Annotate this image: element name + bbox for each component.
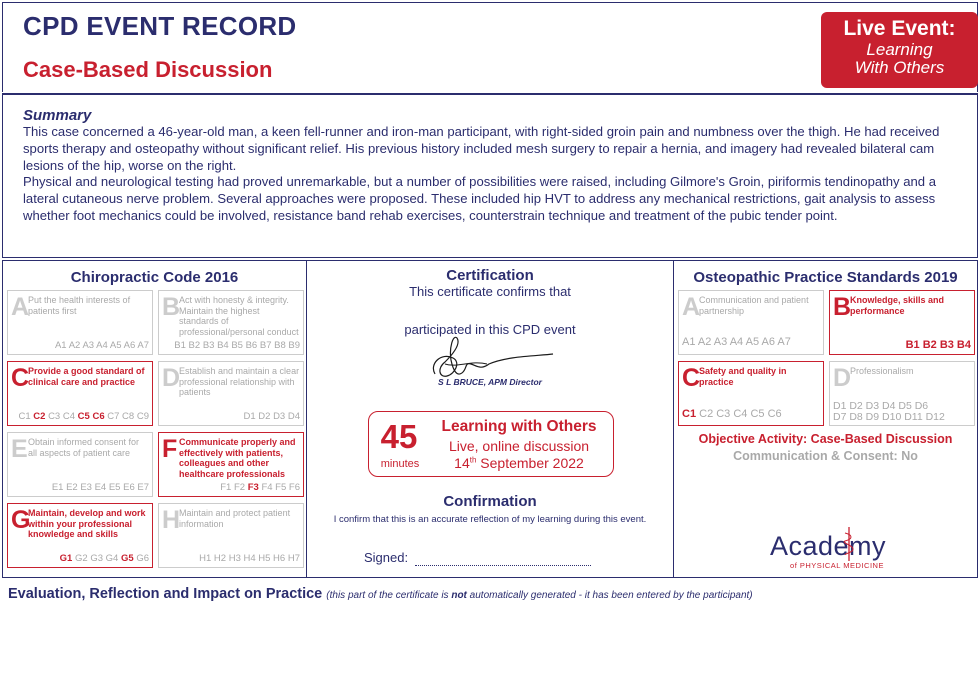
communication-consent: Communication & Consent: No <box>733 449 918 463</box>
standard-description: Establish and maintain a clear professional relationship with patients <box>179 366 300 397</box>
director-name: S L BRUCE, APM Director <box>438 377 542 387</box>
standard-letter: H <box>162 506 181 534</box>
standard-letter: C <box>682 364 701 392</box>
standard-description: Maintain and protect patient information <box>179 508 291 529</box>
standard-description: Put the health interests of patients first <box>28 295 131 316</box>
live-event-badge <box>821 12 978 88</box>
chiro-standard-f <box>158 432 304 497</box>
standard-codes: A1 A2 A3 A4 A5 A6 A7 <box>54 340 149 351</box>
standard-description: Safety and quality in practice <box>699 366 787 387</box>
standard-letter: A <box>11 293 30 321</box>
standard-letter: D <box>833 364 852 392</box>
director-signature <box>427 334 557 382</box>
standard-codes: E1 E2 E3 E4 E5 E6 E7 <box>51 482 149 493</box>
evaluation-section <box>8 586 753 602</box>
chiro-standard-e <box>7 432 153 497</box>
standards-section <box>2 260 978 578</box>
standard-description: Provide a good standard of clinical care and practice <box>28 366 145 387</box>
minutes-label: minutes <box>380 458 420 470</box>
objective-activity: Objective Activity: Case-Based Discussion <box>698 432 953 446</box>
standard-codes: D1 D2 D3 D4 <box>243 411 300 422</box>
signed-label: Signed: <box>364 550 409 565</box>
standard-description: Maintain, develop and work within your professional knowledge and skills <box>28 508 146 539</box>
live-event-line2: Learning <box>866 40 933 59</box>
confirmation-text: I confirm that this is an accurate reflection of my learning during this event. <box>333 514 647 525</box>
live-event-label: Live Event: <box>843 17 956 40</box>
summary-section <box>2 93 978 258</box>
summary-paragraph-1: This case concerned a 46-year-old man, a keen fell-runner and iron-man participant, with right-sided groin pain and numbness over the thigh. He had received sports therapy and osteopathy without significant relief. His previous history included mesh surgery to repair a hernia, and imagery had revealed bilateral cam lesions of the hip, worse on the right. <box>23 124 940 173</box>
standard-codes: C1 C2 C3 C4 C5 C6 <box>682 408 782 420</box>
standard-description: Communication and patient partnership <box>699 295 809 316</box>
standard-letter: B <box>833 293 852 321</box>
header <box>2 2 978 92</box>
chiropractic-code-panel <box>3 261 307 577</box>
standard-codes: H1 H2 H3 H4 H5 H6 H7 <box>199 553 300 564</box>
page-subtitle: Case-Based Discussion <box>23 57 273 82</box>
standard-codes: F1 F2 F3 F4 F5 F6 <box>220 482 300 493</box>
standard-description: Knowledge, skills and performance <box>850 295 945 316</box>
certification-heading: Certification <box>446 267 534 284</box>
chiro-standard-d <box>158 361 304 426</box>
standard-description: Communicate properly and effectively with patients, colleagues and other healthcare professionals <box>179 437 296 479</box>
academy-logo <box>770 531 910 575</box>
standard-letter: C <box>11 364 30 392</box>
standard-codes: D1 D2 D3 D4 D5 D6 D7 D8 D9 D10 D11 D12 <box>833 400 945 423</box>
page-title: CPD EVENT RECORD <box>23 11 297 41</box>
standard-codes: B1 B2 B3 B4 B5 B6 B7 B8 B9 <box>174 340 300 351</box>
summary-heading: Summary <box>23 107 92 124</box>
confirmation-heading: Confirmation <box>443 493 537 510</box>
participated-text: participated in this CPD event <box>404 322 576 337</box>
standard-letter: F <box>162 435 178 463</box>
chiro-standard-a <box>7 290 153 355</box>
learning-format: Live, online discussion <box>448 438 590 454</box>
standard-letter: A <box>682 293 701 321</box>
standard-letter: G <box>11 506 31 534</box>
standard-codes: A1 A2 A3 A4 A5 A6 A7 <box>682 336 791 348</box>
chiro-standard-c <box>7 361 153 426</box>
osteo-standard-c <box>678 361 824 426</box>
caduceus-icon <box>843 525 855 563</box>
osteo-standard-b <box>829 290 975 355</box>
chiropractic-heading: Chiropractic Code 2016 <box>70 269 239 286</box>
event-date: 14th September 2022 <box>454 455 584 471</box>
chiro-standard-b <box>158 290 304 355</box>
live-event-line3: With Others <box>854 58 945 77</box>
standard-codes: G1 G2 G3 G4 G5 G6 <box>59 553 149 564</box>
chiro-standard-h <box>158 503 304 568</box>
learning-type: Learning with Others <box>441 418 597 435</box>
standard-description: Obtain informed consent for all aspects of patient care <box>28 437 140 458</box>
standard-codes: B1 B2 B3 B4 <box>905 339 971 351</box>
standard-description: Professionalism <box>850 366 914 376</box>
evaluation-note: (this part of the certificate is not automatically generated - it has been entered by the participant) <box>326 590 753 601</box>
standard-letter: D <box>162 364 181 392</box>
standard-letter: B <box>162 293 181 321</box>
logo-subtitle: of PHYSICAL MEDICINE <box>790 561 884 570</box>
osteo-standard-a <box>678 290 824 355</box>
osteopathic-heading: Osteopathic Practice Standards 2019 <box>693 269 958 286</box>
certification-panel <box>307 261 673 577</box>
learning-summary-box <box>368 411 614 477</box>
certification-text: This certificate confirms that <box>409 284 571 299</box>
chiro-standard-g <box>7 503 153 568</box>
standard-letter: E <box>11 435 28 463</box>
standard-description: Act with honesty & integrity. Maintain the highest standards of professional/personal conduct <box>179 295 299 337</box>
osteo-standard-d <box>829 361 975 426</box>
evaluation-heading: Evaluation, Reflection and Impact on Practice <box>8 586 323 602</box>
logo-name: Academy <box>770 531 887 561</box>
signature-line[interactable] <box>415 565 591 566</box>
osteopathic-standards-panel <box>673 261 977 577</box>
minutes-value: 45 <box>380 418 418 455</box>
summary-paragraph-2: Physical and neurological testing had proved unremarkable, but a number of possibilities were raised, including Gilmore's Groin, piriformis tendinopathy and a lateral cutaneous nerve problem. Several approaches were proposed. These included hip HVT to address any mechanical restrictions, gait analysis to assess whether foot mechanics could be involved, resistance band rehab exercises, counterstrain technique and treatment of the pubic tender point. <box>23 174 937 223</box>
standard-codes: C1 C2 C3 C4 C5 C6 C7 C8 C9 <box>18 411 149 422</box>
